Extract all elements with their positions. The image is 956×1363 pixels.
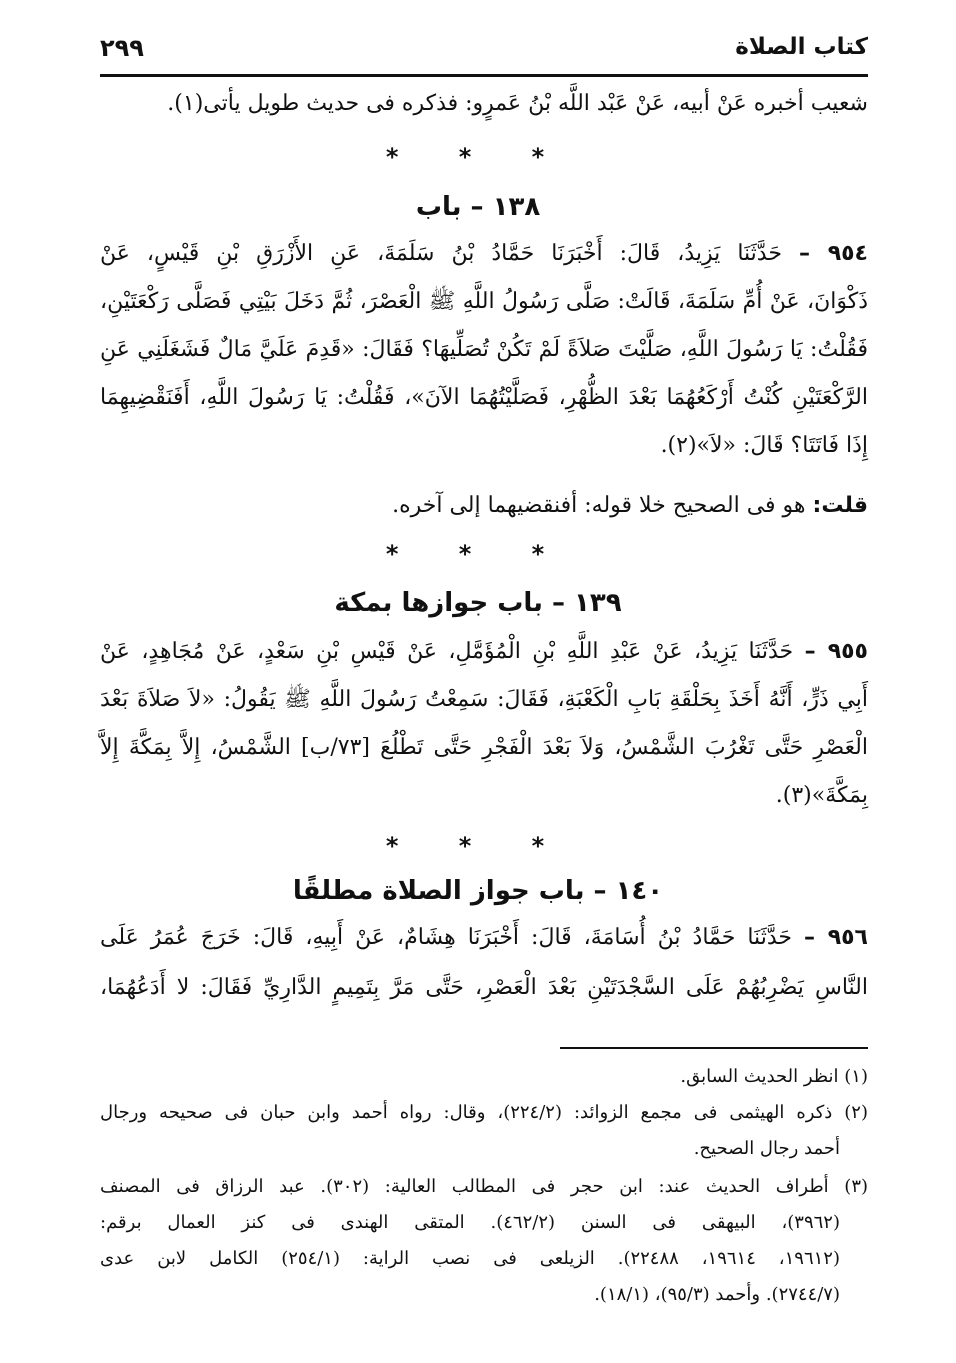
chapter-heading-138: ١٣٨ – باب xyxy=(415,192,541,222)
note-text: هو فى الصحيح خلا قوله: أفنقضيهما إلى آخره. xyxy=(392,493,806,518)
chapter-heading-140: ١٤٠ – باب جواز الصلاة مطلقًا xyxy=(292,876,664,906)
note-label: قلت: xyxy=(812,493,868,518)
footnote-3-line-1: (٣) أطراف الحديث عند: ابن حجر فى المطالب العالية: (٣٠٢). عبد الرزاق فى المصنف xyxy=(100,1176,869,1197)
hadith-number-954: ٩٥٤ – xyxy=(798,241,868,266)
hadith-956-line-1: ٩٥٦ – حَدَّثَنَا حَمَّادُ بْنُ أُسَامَةَ، قَالَ: أَخْبَرَنَا هِشَامٌ، عَنْ أَبِيهِ، قَالَ: خَرَجَ عُمَرُ عَلَى xyxy=(100,925,868,950)
section-separator: * * * xyxy=(385,540,571,568)
page-number: ٢٩٩ xyxy=(100,34,144,62)
hadith-number-955: ٩٥٥ – xyxy=(804,639,868,664)
hadith-954-line-3: فَقُلْتُ: يَا رَسُولَ اللَّهِ، صَلَّيْتَ صَلاَةً لَمْ تَكُنْ تُصَلِّيهَا؟ فَقَالَ: «قَدِمَ عَلَيَّ مَالٌ فَشَغَلَنِي عَنِ xyxy=(100,337,868,362)
hadith-955-line-3: الْعَصْرِ حَتَّى تَغْرُبَ الشَّمْسُ، وَلاَ بَعْدَ الْفَجْرِ حَتَّى تَطْلُعَ [٧٣/ب] الشَّمْسُ، إِلاَّ بِمَكَّةَ إِلاَّ xyxy=(100,735,869,760)
hadith-954-line-5: إِذَا فَاتَتَا؟ قَالَ: «لاَ»(٢). xyxy=(660,433,868,458)
footnote-2-line-2: أحمد رجال الصحيح. xyxy=(693,1138,840,1159)
hadith-955-line-1: ٩٥٥ – حَدَّثَنَا يَزِيدُ، عَنْ عَبْدِ اللَّهِ بْنِ الْمُؤَمَّلِ، عَنْ قَيْسِ بْنِ سَعْدٍ، عَنْ مُجَاهِدٍ، عَنْ xyxy=(100,639,868,664)
section-separator: * * * xyxy=(385,832,571,860)
chapter-heading-139: ١٣٩ – باب جوازها بمكة xyxy=(334,588,622,618)
hadith-956-line-2: النَّاسِ يَضْرِبُهُمْ عَلَى السَّجْدَتَيْنِ بَعْدَ الْعَصْرِ، حَتَّى مَرَّ بِتَمِيمٍ الدَّارِيِّ فَقَالَ: لا أَدَعُهُمَا، xyxy=(100,975,868,1000)
footnote-3-line-3: (١٩٦١٢، ١٩٦١٤، ٢٢٤٨٨). الزيلعى فى نصب الراية: (٢٥٤/١) الكامل لابن عدى xyxy=(100,1248,840,1269)
footnote-3-line-2: (٣٩٦٢)، البيهقى فى السنن (٤٦٢/٢). المتقى الهندى فى كنز العمال برقم: xyxy=(100,1212,840,1233)
hadith-954-line-2: ذَكْوَانَ، عَنْ أُمِّ سَلَمَةَ، قَالَتْ: صَلَّى رَسُولُ اللَّهِ ﷺ الْعَصْرَ، ثُمَّ دَخَلَ بَيْتِي فَصَلَّى رَكْعَتَيْنِ، xyxy=(100,289,868,314)
hadith-954-line-1: ٩٥٤ – حَدَّثَنَا يَزِيدُ، قَالَ: أَخْبَرَنَا حَمَّادُ بْنُ سَلَمَةَ، عَنِ الأَزْرَقِ بْنِ قَيْسٍ، عَنْ xyxy=(100,241,868,266)
footnote-separator xyxy=(560,1047,868,1049)
footnote-3-line-4: (٢٧٤٤/٧). وأحمد (٩٥/٣)، (١٨/١). xyxy=(594,1284,840,1305)
scholar-note xyxy=(100,490,868,522)
footnote-2-line-1: (٢) ذكره الهيثمى فى مجمع الزوائد: (٢٢٤/٢)، وقال: رواه أحمد وابن حبان فى صحيحه ورجال xyxy=(100,1102,868,1123)
footnote-1: (١) انظر الحديث السابق. xyxy=(680,1066,868,1087)
page-header xyxy=(100,34,868,77)
section-separator: * * * xyxy=(385,143,571,171)
hadith-955-line-2: أَبِي ذَرٍّ، أَنَّهُ أَخَذَ بِحَلْقَةِ بَابِ الْكَعْبَةِ، فَقَالَ: سَمِعْتُ رَسُولَ اللَّهِ ﷺ يَقُولُ: «لاَ صَلاَةَ بَعْدَ xyxy=(100,687,868,712)
hadith-954-line-4: الرَّكْعَتَيْنِ كُنْتُ أَرْكَعُهُمَا بَعْدَ الظُّهْرِ، فَصَلَّيْتُهُمَا الآنَ»، فَقُلْتُ: يَا رَسُولَ اللَّهِ، أَفَنَقْضِيهِمَا xyxy=(100,385,868,410)
running-title: كتاب الصلاة xyxy=(735,34,868,60)
hadith-955-line-4: بِمَكَّةَ»(٣). xyxy=(775,783,868,808)
hadith-number-956: ٩٥٦ – xyxy=(804,925,868,950)
continuation-line: شعيب أخبره عَنْ أبيه، عَنْ عَبْد اللَّه بْنُ عَمرٍو: فذكره فى حديث طويل يأتى(١). xyxy=(167,91,868,116)
